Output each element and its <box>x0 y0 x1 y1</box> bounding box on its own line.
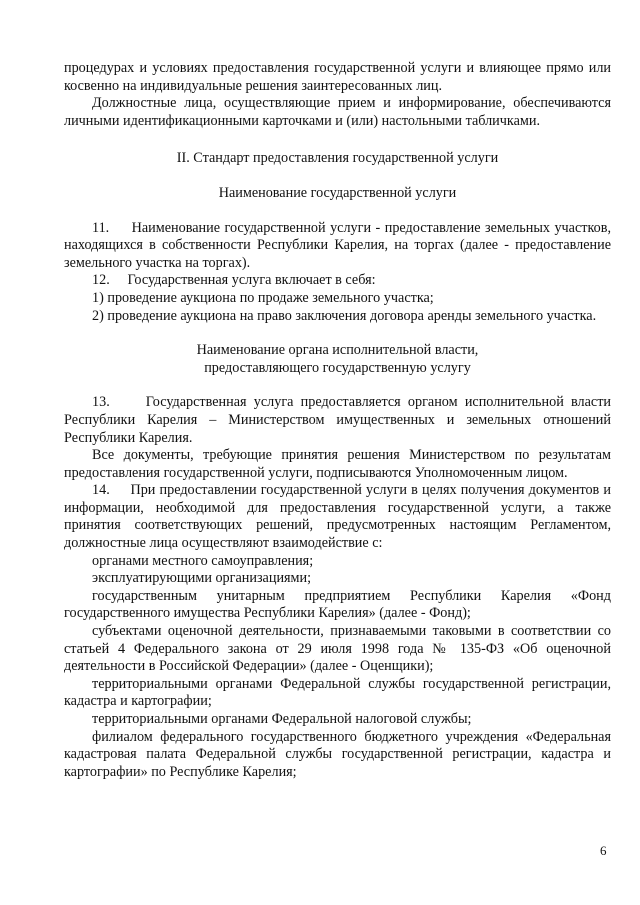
list-item: эксплуатирующими организациями; <box>92 570 312 587</box>
paragraph-continuation: процедурах и условиях предоставления государственной услуги и влияющее прямо или косвенно на индивидуальные решения заинтересованных лиц. <box>64 60 611 94</box>
paragraph-13: 13. Государственная услуга предоставляется органом исполнительной власти Республики Карелия – Министерством имущественных и земельных отношений Республики Карелия. <box>64 394 611 446</box>
list-item: государственным унитарным предприятием Республики Карелия «Фонд государственного имущества Республики Карелия» (далее - Фонд); <box>64 587 611 622</box>
list-item: органами местного самоуправления; <box>92 552 314 569</box>
subsection-title-service-name: Наименование государственной услуги <box>218 184 457 201</box>
list-item: субъектами оценочной деятельности, признаваемыми таковыми в соответствии со статьей 4 Федерального закона от 29 июля 1998 года № 135-ФЗ «Об оценочной деятельности в Российской Федерации» (далее - Оценщики); <box>64 623 611 675</box>
subsection-title-line: Наименование органа исполнительной власти, <box>196 342 479 359</box>
document-page <box>64 60 611 781</box>
subsection-title-line: предоставляющего государственную услугу <box>204 359 471 376</box>
section-title: II. Стандарт предоставления государственной услуги <box>176 150 499 167</box>
paragraph-officials: Должностные лица, осуществляющие прием и информирование, обеспечиваются личными идентификационными карточками и (или) настольными табличками. <box>64 95 611 129</box>
list-item: территориальными органами Федеральной службы государственной регистрации, кадастра и картографии; <box>64 675 611 710</box>
list-item: филиалом федерального государственного бюджетного учреждения «Федеральная кадастровая палата Федеральной службы государственной регистрации, кадастра и картографии» по Республике Карелия; <box>64 728 611 780</box>
paragraph-11: 11. Наименование государственной услуги - предоставление земельных участков, находящихся в собственности Республики Карелия, на торгах (далее - предоставление земельного участка на торгах). <box>64 219 611 271</box>
paragraph-14: 14. При предоставлении государственной услуги в целях получения документов и информации, необходимой для предоставления государственной услуги, а также принятия соответствующих решений, предусмотренных настоящим Регламентом, должностные лица осуществляют взаимодействие с: <box>64 482 611 552</box>
paragraph-12: 12. Государственная услуга включает в себя: <box>92 272 376 289</box>
subsection-title-authority <box>64 342 611 377</box>
list-item-auction-lease: 2) проведение аукциона на право заключения договора аренды земельного участка. <box>92 307 597 324</box>
list-item-auction-sale: 1) проведение аукциона по продаже земельного участка; <box>92 289 434 306</box>
list-item: территориальными органами Федеральной налоговой службы; <box>92 711 472 727</box>
page-number: 6 <box>600 843 607 858</box>
paragraph-documents: Все документы, требующие принятия решения Министерством по результатам предоставления государственной услуги, подписываются Уполномоченным лицом. <box>64 447 611 481</box>
